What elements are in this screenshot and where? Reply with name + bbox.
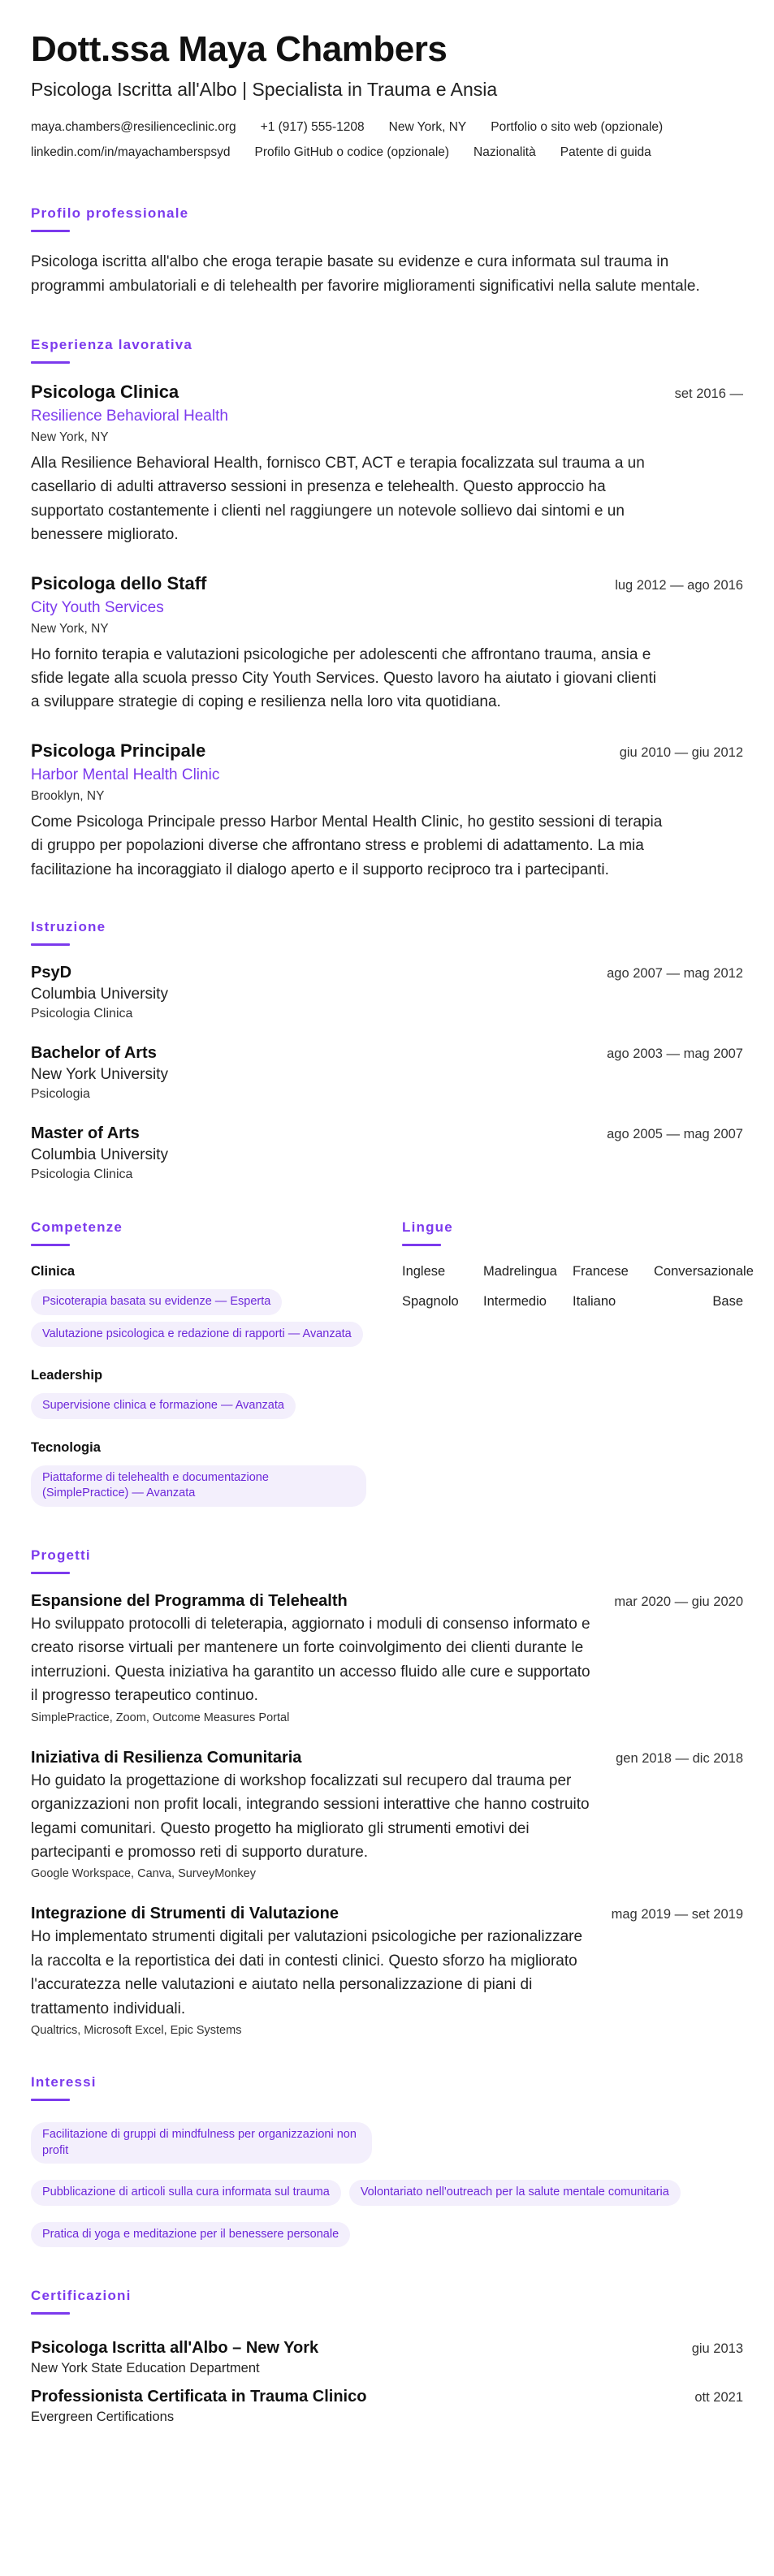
job-description: Ho fornito terapia e valutazioni psicologiche per adolescenti che affrontano trauma, ansia e sfide legate alla scuola presso City Youth Services. Questo lavoro ha aiutato i giovani clienti a sviluppare strategie di coping e resilienza nella loro vita quotidiana.: [31, 645, 656, 711]
skill-tag: Piattaforme di telehealth e documentazione (SimplePractice) — Avanzata: [31, 1465, 366, 1507]
section-title: Progetti: [31, 1547, 91, 1563]
certification-name: Psicologa Iscritta all'Albo – New York: [31, 2339, 319, 2358]
section-divider: [31, 1572, 70, 1574]
contact-phone[interactable]: +1 (917) 555-1208: [260, 119, 365, 134]
job-dates: lug 2012 — ago 2016: [615, 577, 743, 593]
project-dates: mag 2019 — set 2019: [611, 1907, 743, 1922]
degree-name: Master of Arts: [31, 1124, 140, 1143]
education-dates: ago 2007 — mag 2012: [607, 966, 743, 982]
skill-category-name: Clinica: [31, 1264, 76, 1279]
skill-tag: Supervisione clinica e formazione — Avanzata: [31, 1393, 296, 1419]
language-name: Inglese: [402, 1264, 446, 1279]
section-divider: [31, 361, 70, 364]
interest-tag: Pubblicazione di articoli sulla cura informata sul trauma: [31, 2180, 341, 2206]
degree-name: Bachelor of Arts: [31, 1044, 157, 1063]
language-level: Madrelingua: [483, 1264, 557, 1279]
section-title: Istruzione: [31, 919, 106, 935]
section-divider: [31, 1244, 70, 1246]
school-name: Columbia University: [31, 1146, 168, 1164]
project-dates: mar 2020 — giu 2020: [614, 1594, 743, 1609]
candidate-headline: Psicologa Iscritta all'Albo | Specialista in Trauma e Ansia: [31, 78, 498, 100]
contact-linkedin[interactable]: linkedin.com/in/mayachamberspsyd: [31, 145, 231, 160]
languages-column: [402, 1219, 754, 1510]
project-entry: [31, 1749, 743, 1881]
field-of-study: Psicologia: [31, 1087, 90, 1102]
employer-name: Resilience Behavioral Health: [31, 407, 228, 425]
skills-column: [31, 1219, 371, 1510]
contact-driving-license: Patente di guida: [560, 145, 651, 160]
degree-name: PsyD: [31, 964, 72, 982]
experience-entry: [31, 573, 743, 714]
skill-tag: Psicoterapia basata su evidenze — Esperta: [31, 1289, 282, 1315]
candidate-name: Dott.ssa Maya Chambers: [31, 29, 448, 69]
interest-list: [31, 2119, 729, 2250]
contact-github[interactable]: Profilo GitHub o codice (opzionale): [254, 145, 450, 160]
certification-date: giu 2013: [691, 2341, 743, 2357]
contact-location: New York, NY: [388, 119, 467, 134]
section-title: Lingue: [402, 1219, 453, 1236]
contact-website[interactable]: Portfolio o sito web (opzionale): [491, 119, 664, 134]
projects-section: [31, 1547, 743, 2037]
project-dates: gen 2018 — dic 2018: [616, 1750, 743, 1766]
section-title: Competenze: [31, 1219, 123, 1236]
project-description: Ho implementato strumenti digitali per valutazioni psicologiche per razionalizzare la raccolta e la reportistica dei dati in contesti clinici. Questo sforzo ha migliorato l'accuratezza nelle valutazioni e aiutato nella personalizzazione di piani di trattamento individuali.: [31, 1928, 583, 2017]
project-technologies: Qualtrics, Microsoft Excel, Epic Systems: [31, 2024, 242, 2038]
project-technologies: SimplePractice, Zoom, Outcome Measures Portal: [31, 1711, 290, 1724]
certifications-section: [31, 2288, 743, 2453]
project-entry: [31, 1905, 743, 2037]
skill-category: [31, 1440, 371, 1510]
job-title: Psicologa Clinica: [31, 381, 179, 402]
language-name: Francese: [573, 1264, 629, 1279]
language-level: Base: [712, 1294, 743, 1310]
certification-date: ott 2021: [694, 2390, 743, 2406]
certification-entry: [31, 2339, 743, 2376]
section-title: Interessi: [31, 2074, 97, 2091]
certification-name: Professionista Certificata in Trauma Clinico: [31, 2388, 367, 2406]
education-entry: [31, 1044, 743, 1102]
field-of-study: Psicologia Clinica: [31, 1167, 133, 1182]
project-name: Espansione del Programma di Telehealth: [31, 1591, 348, 1610]
project-technologies: Google Workspace, Canva, SurveyMonkey: [31, 1867, 256, 1881]
experience-entry: [31, 740, 743, 882]
job-location: Brooklyn, NY: [31, 788, 105, 803]
language-level: Intermedio: [483, 1294, 547, 1310]
education-section: [31, 919, 743, 1182]
language-list: [402, 1264, 754, 1310]
contact-nationality: Nazionalità: [473, 145, 536, 160]
skill-category-name: Leadership: [31, 1368, 103, 1383]
education-entry: [31, 964, 743, 1021]
section-divider: [402, 1244, 441, 1246]
section-title: Esperienza lavorativa: [31, 336, 193, 352]
profile-section: [31, 205, 743, 300]
job-title: Psicologa dello Staff: [31, 572, 207, 593]
section-divider: [31, 2312, 70, 2315]
job-location: New York, NY: [31, 429, 109, 444]
field-of-study: Psicologia Clinica: [31, 1007, 133, 1021]
job-location: New York, NY: [31, 621, 109, 636]
employer-name: Harbor Mental Health Clinic: [31, 766, 220, 783]
job-description: Alla Resilience Behavioral Health, fornisco CBT, ACT e terapia focalizzata sul trauma a un casellario di adulti attraverso sessioni in presenza e telehealth. Questo approccio ha supportato costantemente i clienti nel raggiungere un notevole sollievo dai sintomi e un benessere migliorato.: [31, 454, 645, 544]
job-dates: giu 2010 — giu 2012: [619, 744, 743, 760]
skill-category: [31, 1368, 371, 1422]
education-dates: ago 2003 — mag 2007: [607, 1046, 743, 1062]
resume-header: [31, 29, 743, 162]
contact-email[interactable]: maya.chambers@resilienceclinic.org: [31, 119, 236, 134]
section-title: Profilo professionale: [31, 205, 189, 221]
profile-summary: Psicologa iscritta all'albo che eroga terapie basate su evidenze e cura informata sul trauma in programmi ambulatoriali e di telehealth per favorire miglioramenti significativi nella salute mentale.: [31, 252, 700, 296]
school-name: New York University: [31, 1066, 168, 1084]
language-name: Spagnolo: [402, 1294, 459, 1310]
skills-languages-section: [31, 1219, 754, 1510]
project-description: Ho guidato la progettazione di workshop focalizzati sul recupero dal trauma per organizzazioni non profit locali, integrando sessioni interattive che hanno costruito legami comunitari. Questo progetto ha migliorato gli strumenti emotivi dei partecipanti e promosso reti di supporto durature.: [31, 1771, 590, 1861]
experience-entry: [31, 382, 743, 547]
skill-tag: Valutazione psicologica e redazione di rapporti — Avanzata: [31, 1322, 363, 1348]
section-divider: [31, 2099, 70, 2101]
section-title: Certificazioni: [31, 2288, 132, 2304]
interest-tag: Pratica di yoga e meditazione per il benessere personale: [31, 2222, 350, 2248]
section-divider: [31, 230, 70, 232]
education-entry: [31, 1124, 743, 1182]
skill-category-name: Tecnologia: [31, 1439, 101, 1455]
interests-section: [31, 2074, 743, 2250]
language-name: Italiano: [573, 1294, 616, 1310]
job-description: Come Psicologa Principale presso Harbor Mental Health Clinic, ho gestito sessioni di terapia di gruppo per popolazioni diverse che affrontano stress e problemi di adattamento. La mia facilitazione ha incoraggiato il dialogo aperto e il supporto reciproco tra i partecipanti.: [31, 813, 663, 878]
certification-entry: [31, 2388, 743, 2425]
language-level: Conversazionale: [654, 1264, 754, 1279]
skill-category: [31, 1264, 371, 1350]
education-dates: ago 2005 — mag 2007: [607, 1127, 743, 1142]
school-name: Columbia University: [31, 986, 168, 1003]
certification-issuer: New York State Education Department: [31, 2361, 260, 2376]
project-name: Integrazione di Strumenti di Valutazione: [31, 1905, 339, 1923]
project-name: Iniziativa di Resilienza Comunitaria: [31, 1748, 302, 1767]
interest-tag: Volontariato nell'outreach per la salute mentale comunitaria: [349, 2180, 681, 2206]
project-entry: [31, 1592, 743, 1724]
contact-list: [31, 119, 743, 162]
section-divider: [31, 943, 70, 946]
project-description: Ho sviluppato protocolli di teleterapia, aggiornato i moduli di consenso informato e creato risorse virtuali per mantenere un forte coinvolgimento dei clienti durante le interruzioni. Questa iniziativa ha garantito un accesso fluido alle cure e supportato il progresso terapeutico continuo.: [31, 1615, 590, 1705]
employer-name: City Youth Services: [31, 598, 164, 616]
interest-tag: Facilitazione di gruppi di mindfulness per organizzazioni non profit: [31, 2122, 372, 2164]
job-dates: set 2016 —: [674, 386, 743, 401]
experience-section: [31, 337, 743, 882]
job-title: Psicologa Principale: [31, 740, 206, 761]
certification-issuer: Evergreen Certifications: [31, 2410, 175, 2425]
